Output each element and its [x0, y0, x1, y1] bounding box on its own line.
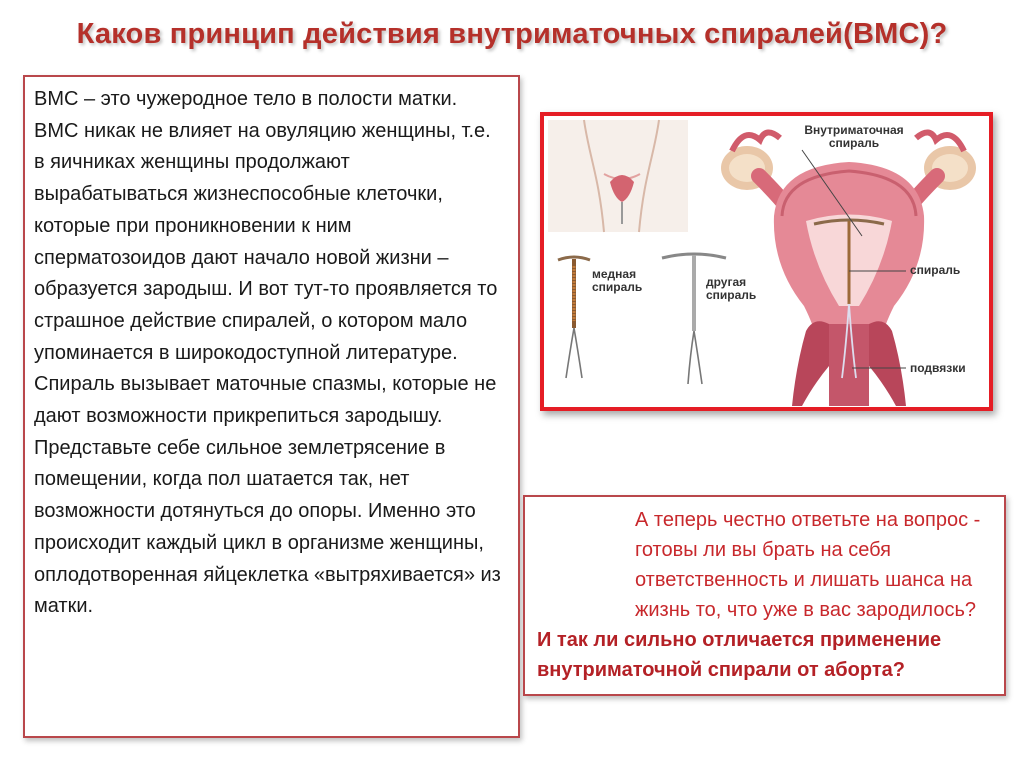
- left-text-content: [34, 84, 504, 623]
- slide-title: Каков принцип действия внутриматочных спиралей(ВМС)?: [76, 18, 948, 50]
- copper-iud-drawing: [558, 257, 590, 378]
- question-bold-paragraph: И так ли сильно отличается применение внутриматочной спирали от аборта?: [537, 629, 942, 681]
- other-iud-drawing: [662, 254, 726, 384]
- body-silhouette-inset: [548, 120, 688, 232]
- iud-label: Внутриматочная спираль: [804, 123, 904, 150]
- question-paragraph: А теперь честно ответьте на вопрос - готовы ли вы брать на себя ответственность и лишать шанса на жизнь то, что уже в вас зародилось?: [635, 509, 981, 621]
- question-text-content: [537, 505, 1007, 685]
- spiral-label: спираль: [910, 263, 961, 277]
- iud-explanation-paragraph: ВМС – это чужеродное тело в полости матки. ВМС никак не влияет на овуляцию женщины, т.е. в яичниках женщины продолжают вырабатываться жизнеспособные клеточки, которые при проникновении к ним сперматозоидов дают начало новой жизни – образуется зародыш. И вот тут-то проявляется то страшное действие спиралей, о котором мало упоминается в широкодоступной литературе. Спираль вызывает маточные спазмы, которые не дают возможности прикрепиться зародышу. Представьте себе сильное землетрясение в помещении, когда пол шатается так, нет возможности дотянуться до опоры. Именно это происходит каждый цикл в организме женщины, оплодотворенная яйцеклетка «вытряхивается» из матки.: [34, 88, 501, 618]
- other-iud-label: другая спираль: [706, 275, 757, 302]
- iud-illustration-frame: [540, 112, 993, 411]
- strings-label: подвязки: [910, 361, 966, 375]
- copper-iud-label: медная спираль: [592, 267, 643, 294]
